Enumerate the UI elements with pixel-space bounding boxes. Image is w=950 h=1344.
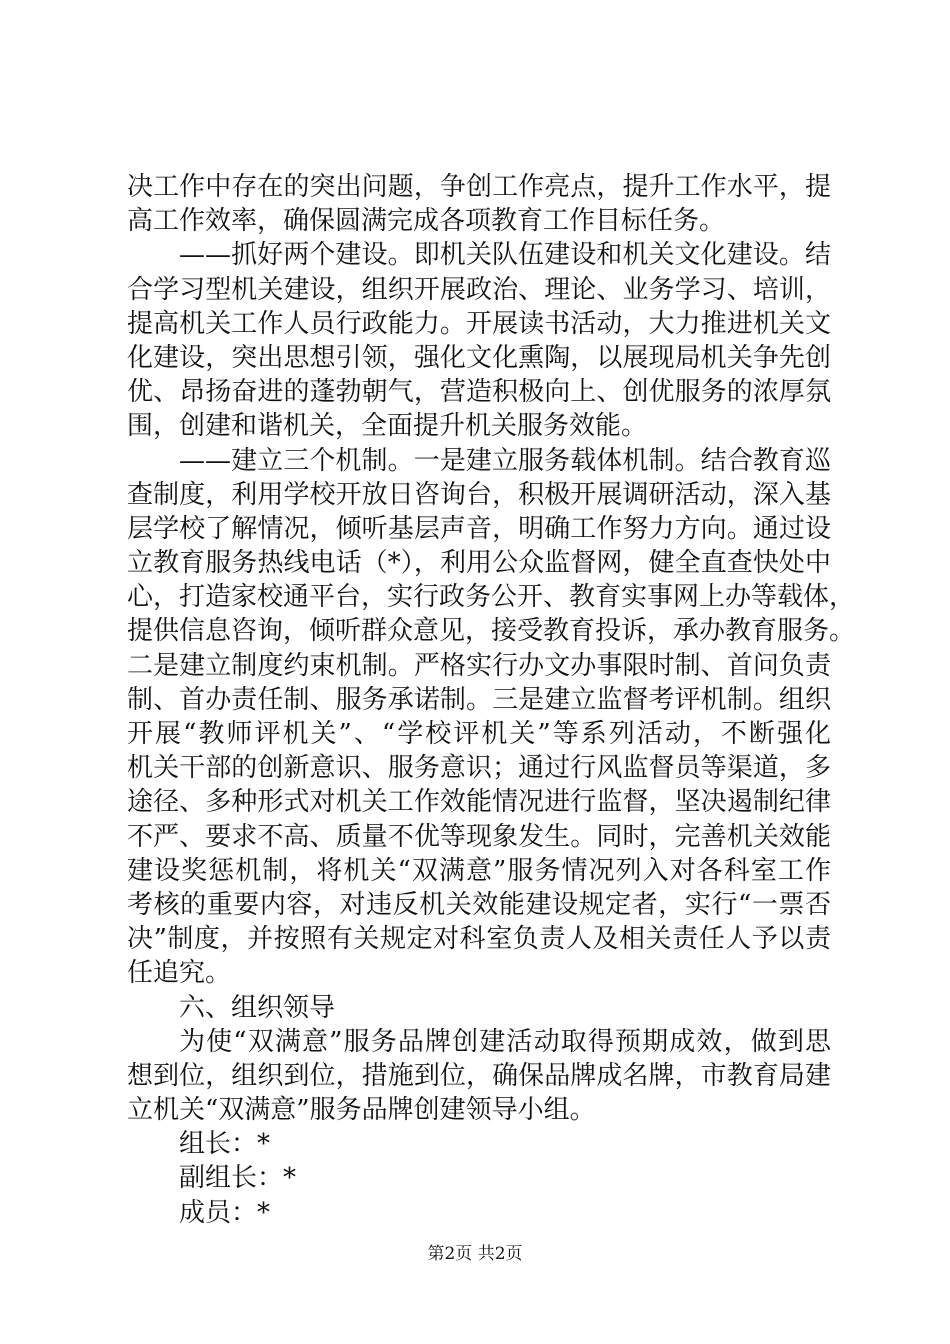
body-line: 制、首办责任制、服务承诺制。三是建立监督考评机制。组织 xyxy=(127,684,831,715)
body-line: 立机关“双满意”服务品牌创建领导小组。 xyxy=(127,1095,596,1126)
body-line: 二是建立制度约束机制。严格实行办文办事限时制、首问负责 xyxy=(127,650,831,681)
section-heading-organization: 六、组织领导 xyxy=(179,992,336,1023)
body-line: 考核的重要内容，对违反机关效能建设规定者，实行“一票否 xyxy=(127,889,831,920)
body-line: 合学习型机关建设，组织开展政治、理论、业务学习、培训， xyxy=(127,274,831,305)
body-line: 立教育服务热线电话（*），利用公众监督网，健全直查快处中 xyxy=(127,548,831,579)
body-line: 任追究。 xyxy=(127,958,232,989)
body-line: 开展“教师评机关”、“学校评机关”等系列活动，不断强化 xyxy=(127,719,831,749)
members-line: 成员：* xyxy=(179,1197,271,1228)
body-line: 优、昂扬奋进的蓬勃朝气，营造积极向上、创优服务的浓厚氛 xyxy=(127,377,831,408)
body-line: 机关干部的创新意识、服务意识；通过行风监督员等渠道，多 xyxy=(127,753,831,784)
body-line: 建设奖惩机制，将机关“双满意”服务情况列入对各科室工作 xyxy=(127,855,831,886)
section-heading-two-constructions: ——抓好两个建设。即机关队伍建设和机关文化建设。结 xyxy=(179,240,831,271)
body-line: 为使“双满意”服务品牌创建活动取得预期成效，做到思 xyxy=(179,1026,831,1057)
body-line: 高工作效率，确保圆满完成各项教育工作目标任务。 xyxy=(127,206,726,237)
page-number-footer: 第2页 共2页 xyxy=(427,1244,523,1264)
group-leader-line: 组长：* xyxy=(179,1129,271,1160)
body-line: 围，创建和谐机关，全面提升机关服务效能。 xyxy=(127,411,648,442)
section-heading-three-mechanisms: ——建立三个机制。一是建立服务载体机制。结合教育巡 xyxy=(179,445,831,476)
body-line: 不严、要求不高、质量不优等现象发生。同时，完善机关效能 xyxy=(127,821,831,852)
body-line: 查制度，利用学校开放日咨询台，积极开展调研活动，深入基 xyxy=(127,479,831,510)
body-line: 途径、多种形式对机关工作效能情况进行监督，坚决遏制纪律 xyxy=(127,787,831,818)
body-line: 层学校了解情况，倾听基层声音，明确工作努力方向。通过设 xyxy=(127,513,831,544)
body-line: 决工作中存在的突出问题，争创工作亮点，提升工作水平，提 xyxy=(127,172,831,202)
deputy-leader-line: 副组长：* xyxy=(179,1163,297,1194)
body-line: 提高机关工作人员行政能力。开展读书活动，大力推进机关文 xyxy=(127,308,831,339)
body-line: 提供信息咨询，倾听群众意见，接受教育投诉，承办教育服务。 xyxy=(127,616,856,647)
body-line: 化建设，突出思想引领，强化文化熏陶，以展现局机关争先创 xyxy=(127,342,831,373)
body-line: 想到位，组织到位，措施到位，确保品牌成名牌，市教育局建 xyxy=(127,1060,831,1091)
body-line: 决”制度，并按照有关规定对科室负责人及相关责任人予以责 xyxy=(127,924,831,955)
document-body xyxy=(127,170,856,1230)
body-line: 心，打造家校通平台，实行政务公开、教育实事网上办等载体， xyxy=(127,582,856,613)
